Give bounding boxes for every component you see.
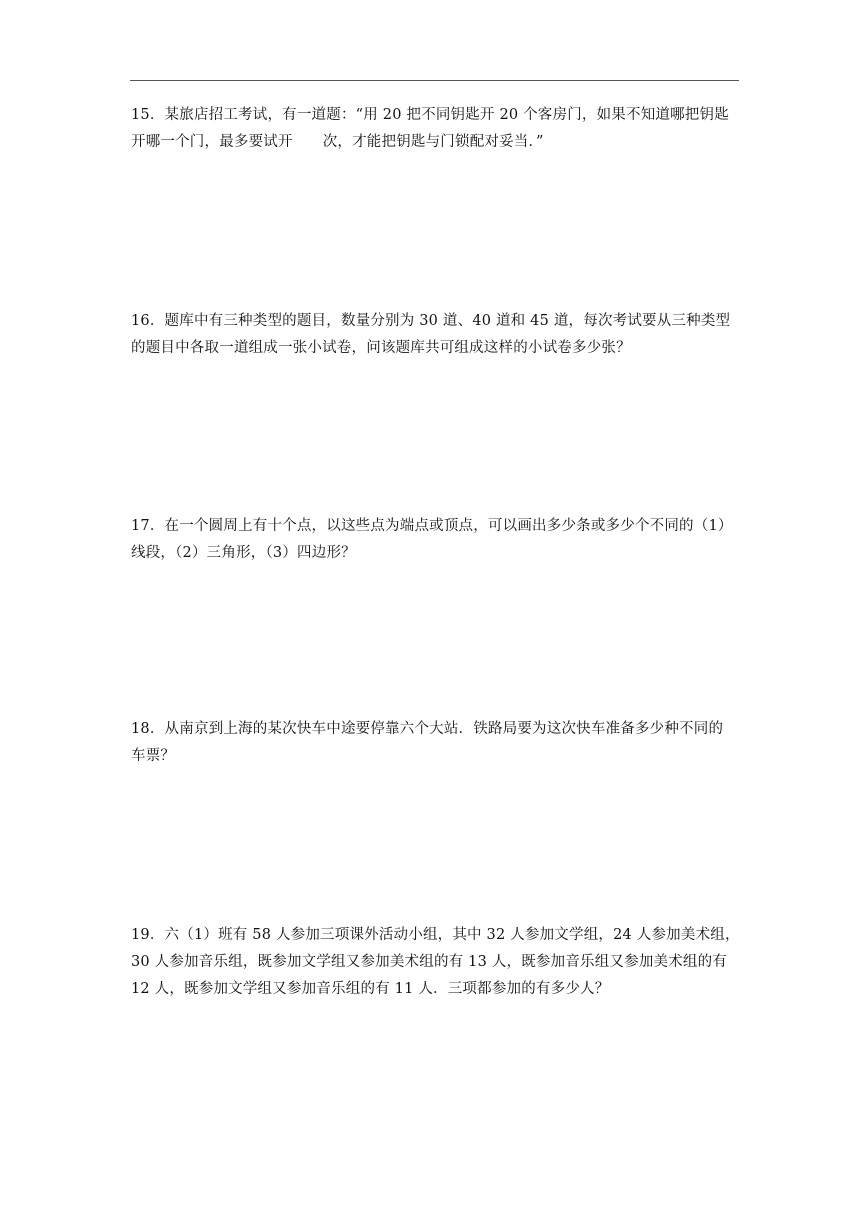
question-15 (131, 102, 741, 156)
question-line (131, 129, 741, 156)
question-line: 16．题库中有三种类型的题目，数量分别为 30 道、40 道和 45 道，每次考试要从三种类型 (131, 313, 731, 329)
question-line: 车票？ (131, 748, 176, 764)
question-line: 17．在一个圆周上有十个点，以这些点为端点或顶点，可以画出多少条或多少个不同的（1） (131, 518, 733, 534)
header-rule (130, 80, 739, 81)
question-line: 15．某旅店招工考试，有一道题：“用 20 把不同钥匙开 20 个客房门，如果不知道哪把钥匙 (131, 107, 729, 123)
question-text-before-blank: 开哪一个门，最多要试开 (131, 134, 293, 150)
question-17 (131, 513, 741, 567)
question-line: 30 人参加音乐组，既参加文学组又参加美术组的有 13 人，既参加音乐组又参加美术组的有 (131, 954, 728, 970)
question-line: 线段，（2）三角形，（3）四边形？ (131, 545, 356, 561)
question-text-after-blank: 次，才能把钥匙与门锁配对妥当．” (322, 134, 544, 150)
question-line: 19．六（1）班有 58 人参加三项课外活动小组，其中 32 人参加文学组，24 人参加美术组， (131, 927, 740, 943)
question-line: 的题目中各取一道组成一张小试卷，问该题库共可组成这样的小试卷多少张？ (131, 340, 631, 356)
question-16 (131, 308, 741, 362)
question-18 (131, 716, 741, 770)
question-line: 12 人，既参加文学组又参加音乐组的有 11 人．三项都参加的有多少人？ (131, 981, 610, 997)
question-19 (131, 922, 741, 1003)
question-line: 18．从南京到上海的某次快车中途要停靠六个大站．铁路局要为这次快车准备多少种不同的 (131, 721, 724, 737)
